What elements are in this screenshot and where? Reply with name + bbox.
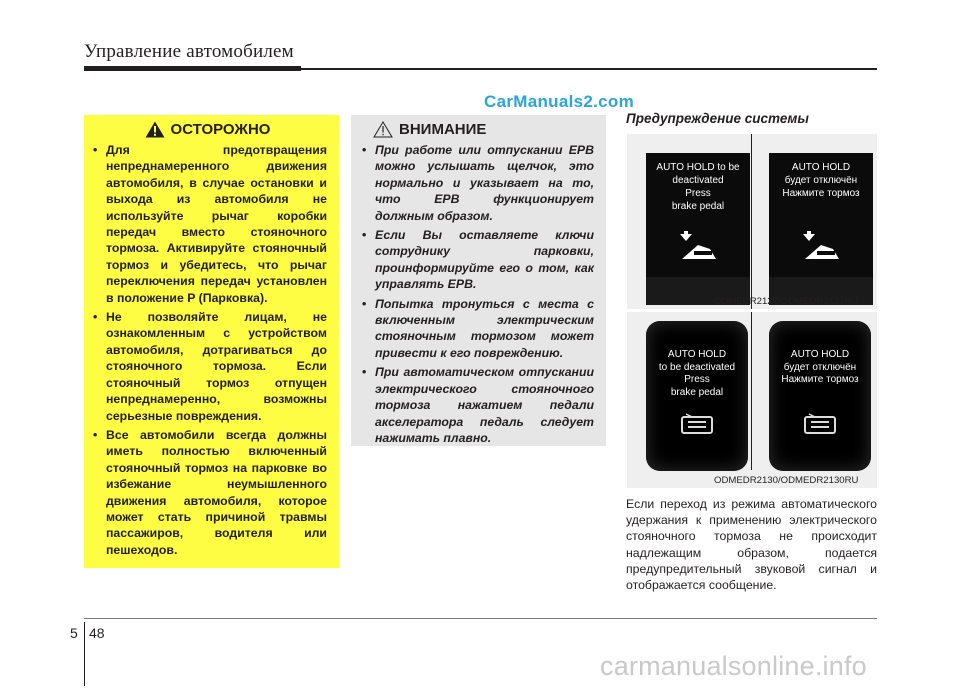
notice-item: • При автоматическом отпускании электрического стояночного тормоза нажатием педали акселератора педаль следует нажимать плавно. bbox=[361, 364, 594, 446]
warning-triangle-icon bbox=[145, 121, 165, 138]
figure2-caption: ODMEDR2130/ODMEDR2130RU bbox=[714, 475, 859, 486]
cluster-screen-ru bbox=[769, 153, 873, 305]
message-line: AUTO HOLD bbox=[791, 162, 851, 173]
message-line: AUTO HOLD bbox=[790, 349, 850, 360]
footer-rule bbox=[84, 618, 877, 619]
brake-pedal-icon bbox=[680, 413, 714, 435]
notice-item: • Попытка тронуться с места с включенным электрическим стояночным тормозом может привести к его повреждению. bbox=[361, 296, 594, 362]
cluster-screen-en bbox=[646, 321, 748, 471]
message-line: AUTO HOLD bbox=[667, 349, 727, 360]
caution-box bbox=[84, 115, 339, 568]
message-line: Press bbox=[685, 188, 711, 199]
watermark-top[interactable]: CarManuals2.com bbox=[484, 92, 634, 111]
notice-list bbox=[361, 142, 594, 446]
caution-heading-text: ОСТОРОЖНО bbox=[170, 121, 271, 138]
cluster-screen-ru bbox=[769, 321, 871, 471]
section-body-text: Если переход из режима автоматического удержания к применению электрического стояночного тормоза не происходит надлежащим образом, подается предупредительный звуковой сигнал и отображается сообщение. bbox=[626, 497, 877, 593]
caution-heading bbox=[88, 121, 327, 138]
section-number: 5 bbox=[70, 625, 78, 641]
caution-item: • Не позволяйте лицам, не ознакомленным с устройством автомобиля, дотрагиваться до стояночного тормоза. Если стояночный тормоз отпущен непреднамеренно, возможны серьезные повреждения. bbox=[92, 309, 327, 424]
message-line: будет отключён bbox=[783, 361, 857, 373]
foot-pedal-icon bbox=[799, 231, 843, 265]
cluster-message-en bbox=[646, 161, 750, 213]
notice-heading-text: ВНИМАНИЕ bbox=[399, 121, 487, 138]
cluster-screen-en bbox=[646, 153, 750, 305]
notice-triangle-icon bbox=[373, 121, 393, 138]
notice-heading bbox=[373, 121, 594, 138]
notice-box bbox=[351, 115, 606, 446]
message-line: brake pedal bbox=[670, 386, 724, 398]
header-rule-thin bbox=[301, 68, 877, 70]
watermark-bottom: carmanualsonline.info bbox=[600, 651, 867, 681]
cluster-message-en bbox=[646, 349, 748, 399]
header-rule-thick bbox=[84, 66, 301, 71]
notice-item: • Если Вы оставляете ключи сотруднику парковки, проинформируйте его о том, как управлять EPB. bbox=[361, 227, 594, 293]
cluster-message-ru bbox=[769, 161, 873, 200]
message-line: AUTO HOLD to be bbox=[656, 162, 740, 173]
message-line: Нажмите тормоз bbox=[781, 374, 859, 385]
page-number-divider bbox=[84, 622, 85, 686]
page-number: 48 bbox=[89, 625, 105, 641]
message-line: Press bbox=[684, 374, 710, 385]
figure-cluster-square bbox=[627, 134, 877, 309]
message-line: to be deactivated bbox=[658, 361, 736, 373]
message-line: Нажмите тормоз bbox=[782, 188, 860, 199]
caution-list bbox=[92, 142, 327, 558]
figure-divider bbox=[751, 312, 752, 470]
figure-cluster-rounded bbox=[627, 312, 877, 488]
caution-item: • Для предотвращения непреднамеренного движения автомобиля, в случае остановки и выхода из автомобиля не используйте рычаг коробки передач вместо стояночного тормоза. Активируйте стояночный тормоз и убедитесь, что рычаг переключения передач установлен в положение P (Парковка). bbox=[92, 142, 327, 306]
brake-pedal-icon bbox=[803, 413, 837, 435]
figure-divider bbox=[751, 134, 752, 309]
section-title: Предупреждение системы bbox=[626, 111, 809, 126]
notice-item: • При работе или отпускании EPB можно услышать щелчок, это нормально и указывает на то, что EPB функционирует должным образом. bbox=[361, 142, 594, 224]
figure1-caption: ODMEDR2127/ODMEDR2127RU bbox=[714, 296, 859, 307]
message-line: deactivated bbox=[672, 175, 724, 186]
foot-pedal-icon bbox=[676, 231, 720, 265]
message-line: brake pedal bbox=[671, 201, 725, 212]
page-header-title: Управление автомобилем bbox=[84, 41, 294, 62]
cluster-message-ru bbox=[769, 349, 871, 387]
message-line: будет отключён bbox=[784, 175, 858, 186]
caution-item: • Все автомобили всегда должны иметь полностью включенный стояночный тормоз на парковке во избежание неумышленного движения автомобиля, которое может стать причиной травмы пассажиров, водителя или пешеходов. bbox=[92, 427, 327, 558]
